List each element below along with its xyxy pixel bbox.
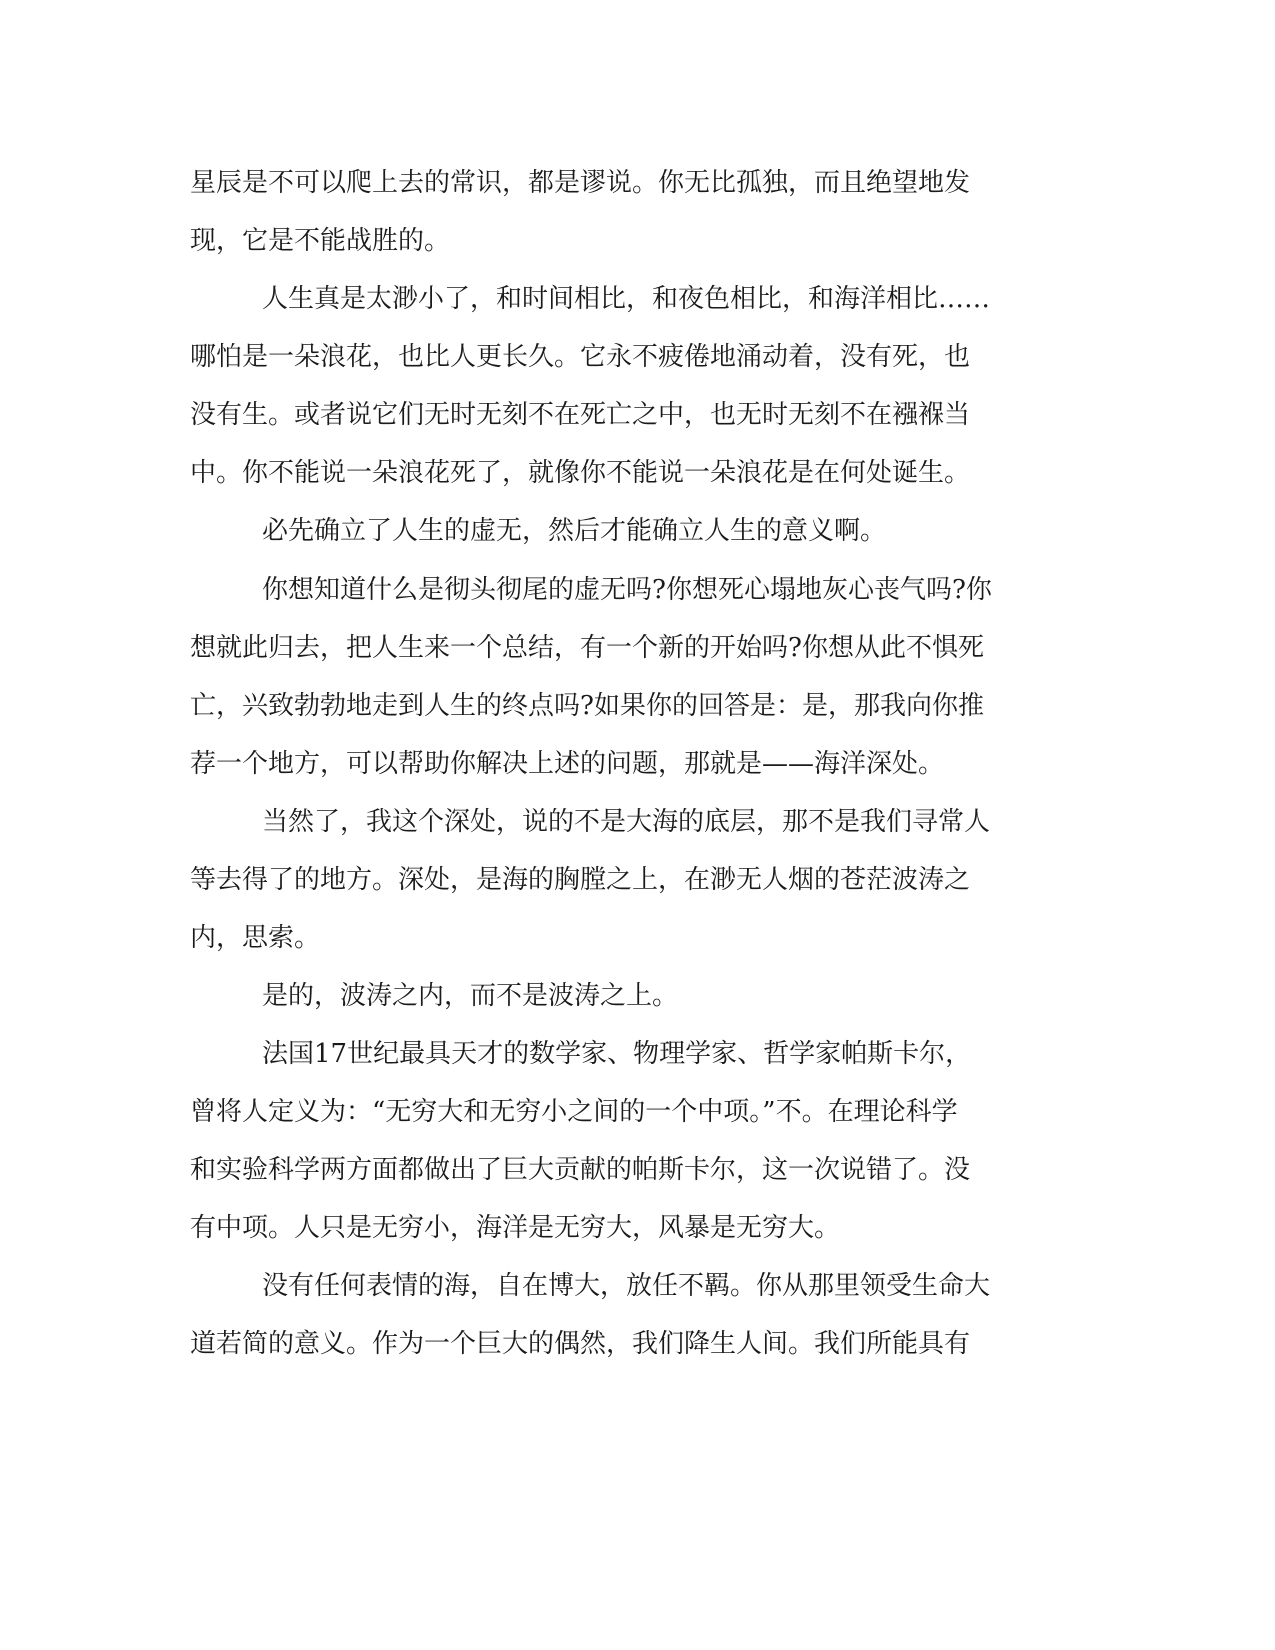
paragraph-first-line: 必先确立了人生的虚无，然后才能确立人生的意义啊。 [262,516,887,546]
paragraph-first-line: 当然了，我这个深处，说的不是大海的底层，那不是我们寻常人 [262,807,991,837]
text-line: 等去得了的地方。深处，是海的胸膛之上，在渺无人烟的苍茫波涛之 [190,865,971,895]
text-line: 现，它是不能战胜的。 [190,226,451,256]
text-line: 内，思索。 [190,923,321,953]
paragraph-first-line: 人生真是太渺小了，和时间相比，和夜色相比，和海洋相比…… [262,284,991,314]
text-line: 有中项。人只是无穷小，海洋是无穷大，风暴是无穷大。 [190,1213,841,1243]
paragraph-first-line: 你想知道什么是彻头彻尾的虚无吗?你想死心塌地灰心丧气吗?你 [262,575,992,605]
paragraph-first-line: 法国17世纪最具天才的数学家、物理学家、哲学家帕斯卡尔， [262,1039,972,1069]
text-line: 没有生。或者说它们无时无刻不在死亡之中，也无时无刻不在襁褓当 [190,400,971,430]
text-line: 亡，兴致勃勃地走到人生的终点吗?如果你的回答是：是，那我向你推 [190,691,984,721]
text-line: 星辰是不可以爬上去的常识，都是谬说。你无比孤独，而且绝望地发 [190,168,971,198]
paragraph-first-line: 是的，波涛之内，而不是波涛之上。 [262,981,679,1011]
text-line: 中。你不能说一朵浪花死了，就像你不能说一朵浪花是在何处诞生。 [190,458,971,488]
text-line: 荐一个地方，可以帮助你解决上述的问题，那就是——海洋深处。 [190,749,945,779]
text-line: 想就此归去，把人生来一个总结，有一个新的开始吗?你想从此不惧死 [190,633,984,663]
text-line: 曾将人定义为：“无穷大和无穷小之间的一个中项。”不。在理论科学 [190,1097,958,1127]
text-line: 哪怕是一朵浪花，也比人更长久。它永不疲倦地涌动着，没有死，也 [190,342,971,372]
paragraph-first-line: 没有任何表情的海，自在博大，放任不羁。你从那里领受生命大 [262,1271,991,1301]
text-line: 道若简的意义。作为一个巨大的偶然，我们降生人间。我们所能具有 [190,1329,971,1359]
text-line: 和实验科学两方面都做出了巨大贡献的帕斯卡尔，这一次说错了。没 [190,1155,971,1185]
